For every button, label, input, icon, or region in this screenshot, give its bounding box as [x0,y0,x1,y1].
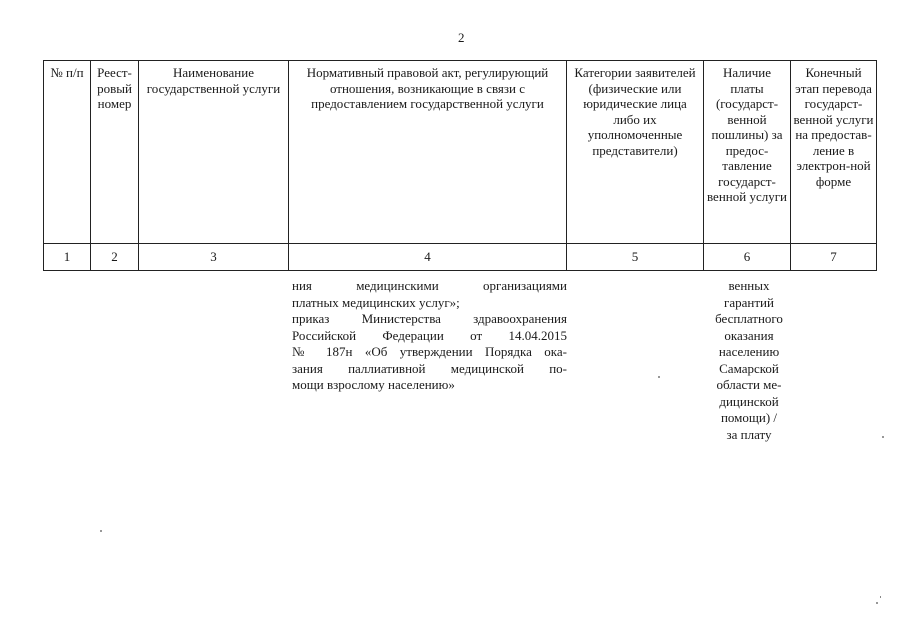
column-number-cell: 3 [139,244,289,271]
continuation-line: за плату [726,426,772,442]
scan-speck [658,376,660,378]
continuation-line: мощи взрослому населению» [292,377,455,392]
column-number-cell: 2 [91,244,139,271]
column-number-cell: 6 [704,244,791,271]
column-number-row [44,244,877,271]
header-cell-fee: Наличие платы (государст-венной пошлины) за предос-тавление государст-венной услуги [704,61,791,244]
column-number-cell: 5 [567,244,704,271]
continuation-line: венных [728,278,770,293]
header-cell-registry-number: Реест-ровый номер [91,61,139,244]
header-cell-legal-act: Нормативный правовой акт, регулирующий отношения, возникающие в связи с предоставлением государственной услуги [289,61,567,244]
header-cell-applicant-categories: Категории заявителей (физические или юридические лица либо их уполномоченные представители) [567,61,704,244]
scan-speck [882,436,884,438]
continuation-line: гарантий [724,294,774,310]
continuation-line: платных медицинских услуг»; [292,294,460,310]
continuation-line: Самарской [719,360,779,376]
continuation-line: оказания [724,327,774,343]
continuation-line: помощи) / [720,410,778,425]
legal-act-continuation [292,278,567,394]
header-cell-service-name: Наименование государственной услуги [139,61,289,244]
continuation-line: дицинской [719,393,779,409]
column-number-cell: 4 [289,244,567,271]
page-number: 2 [458,30,465,45]
continuation-line: ния медицинскими организациями [292,278,567,293]
scan-speck [880,596,881,598]
header-cell-electronic-stage: Конечный этап перевода государст-венной услуги на предостав-ление в электрон-ной форме [791,61,877,244]
header-row [44,61,877,244]
continuation-line: населению [718,344,780,359]
continuation-line: области ме- [716,377,782,392]
fee-continuation [706,278,792,443]
scan-speck [100,530,102,532]
continuation-line: № 187н «Об утверждении Порядка ока- [292,344,567,359]
column-number-cell: 1 [44,244,91,271]
continuation-line: Российской Федерации от 14.04.2015 [292,327,567,343]
column-number-cell: 7 [791,244,877,271]
continuation-line: бесплатного [715,311,783,326]
header-cell-number: № п/п [44,61,91,244]
continuation-line: зания паллиативной медицинской по- [292,360,567,376]
scan-speck [876,602,878,604]
continuation-line: приказ Министерства здравоохранения [292,311,567,326]
services-registry-table [43,60,877,271]
